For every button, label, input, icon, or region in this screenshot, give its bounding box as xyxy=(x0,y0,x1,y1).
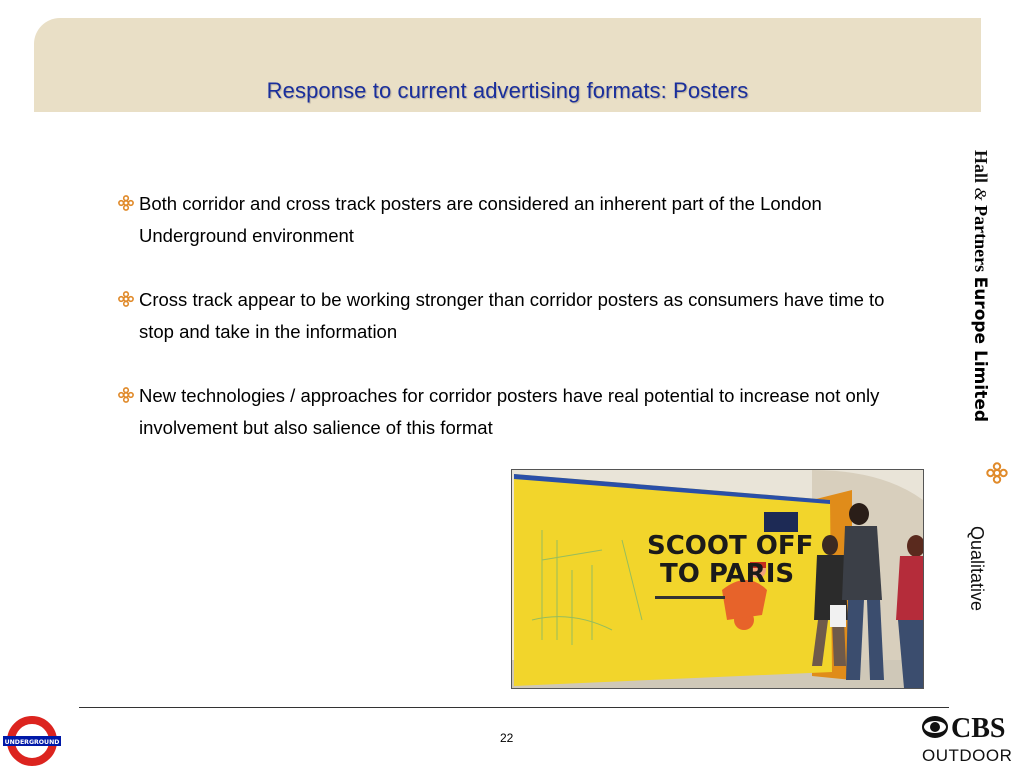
title-band xyxy=(34,18,981,112)
wordmark-europe-limited: Europe Limited xyxy=(970,276,990,423)
bullet-list xyxy=(118,188,888,476)
bullet-text: Both corridor and cross track posters are considered an inherent part of the London Underground environment xyxy=(139,193,822,246)
bullet-item xyxy=(118,380,888,444)
cbs-wordmark: CBS xyxy=(951,713,1006,744)
outdoor-wordmark: OUTDOOR xyxy=(922,746,1013,765)
flower-bullet-icon xyxy=(118,291,134,307)
poster-headline-line2: TO PARIS xyxy=(660,559,795,589)
footer-divider xyxy=(79,707,949,708)
bullet-text: New technologies / approaches for corridor posters have real potential to increase not only involvement but also salience of this format xyxy=(139,385,880,438)
wordmark-hall: Hall xyxy=(971,150,991,184)
cbs-eye-icon xyxy=(922,716,948,738)
cbs-outdoor-logo xyxy=(920,712,1020,766)
wordmark-partners: Partners xyxy=(971,205,991,273)
slide-title: Response to current advertising formats: Posters xyxy=(266,78,749,103)
flower-bullet-icon xyxy=(118,195,134,211)
flower-bullet-icon xyxy=(118,387,134,403)
poster-headline-line1: SCOOT OFF xyxy=(647,531,814,561)
corridor-poster-photo xyxy=(511,469,924,689)
page-number: 22 xyxy=(500,731,514,745)
bullet-item xyxy=(118,284,888,348)
hall-partners-flower-icon xyxy=(986,462,1008,484)
hall-partners-wordmark xyxy=(970,150,991,422)
bullet-item xyxy=(118,188,888,252)
hall-partners-logo xyxy=(950,150,1010,630)
bullet-text: Cross track appear to be working stronger than corridor posters as consumers have time to stop and take in the information xyxy=(139,289,885,342)
wordmark-amp: & xyxy=(971,187,990,201)
underground-roundel-icon xyxy=(2,715,62,767)
qualitative-label: Qualitative xyxy=(967,526,987,612)
underground-label: UNDERGROUND xyxy=(4,739,60,746)
